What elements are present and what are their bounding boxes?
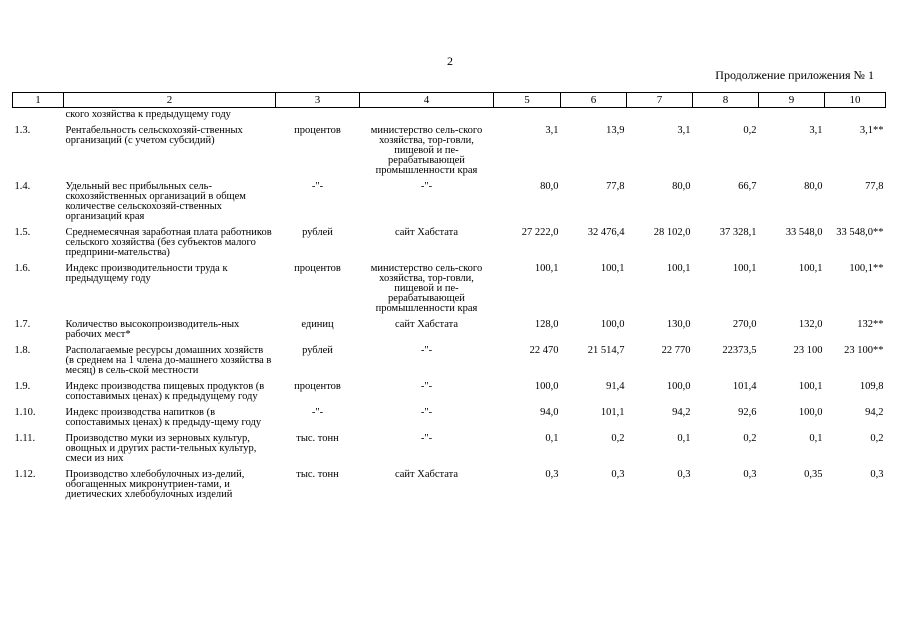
value-col6: 100,1 xyxy=(600,263,625,274)
value-col10: 33 548,0** xyxy=(836,227,884,238)
value-col6: 77,8 xyxy=(606,181,625,192)
value-col10: 0,3 xyxy=(870,469,884,480)
value-col8: 66,7 xyxy=(738,181,757,192)
table-row xyxy=(13,120,886,176)
data-source: -"- xyxy=(420,181,433,192)
row-number: 1.5. xyxy=(14,227,31,238)
indicator-name: Рентабельность сельскохозяй-ственных организаций (с учетом субсидий) xyxy=(65,125,243,146)
unit: -"- xyxy=(311,407,324,418)
value-col5: 0,3 xyxy=(545,469,559,480)
value-col6: 21 514,7 xyxy=(587,345,625,356)
indicator-name: Удельный вес прибыльных сель-скохозяйственных организаций в общем количестве сельскохозяй-ственных организаций края xyxy=(65,181,246,222)
value-col10: 0,2 xyxy=(870,433,884,444)
value-col9: 0,35 xyxy=(804,469,823,480)
value-col10: 3,1** xyxy=(859,125,884,136)
value-col8: 92,6 xyxy=(738,407,757,418)
value-col6: 100,0 xyxy=(600,319,625,330)
page-number: 2 xyxy=(447,54,453,68)
unit: -"- xyxy=(311,181,324,192)
value-col10: 109,8 xyxy=(859,381,884,392)
column-header: 1 xyxy=(13,93,64,108)
value-col8: 101,4 xyxy=(732,381,757,392)
value-col7: 0,1 xyxy=(677,433,691,444)
value-col8: 270,0 xyxy=(732,319,757,330)
value-col7: 100,0 xyxy=(666,381,691,392)
value-col9: 80,0 xyxy=(804,181,823,192)
value-col8: 0,3 xyxy=(743,469,757,480)
unit: рублей xyxy=(302,345,333,356)
value-col7: 80,0 xyxy=(672,181,691,192)
value-col10: 23 100** xyxy=(844,345,884,356)
row-number: 1.6. xyxy=(14,263,31,274)
value-col7: 130,0 xyxy=(666,319,691,330)
column-header: 4 xyxy=(360,93,494,108)
value-col5: 80,0 xyxy=(540,181,559,192)
value-col5: 22 470 xyxy=(529,345,559,356)
data-source: министерство сель-ского хозяйства, тор-говли, пищевой и пе-рерабатывающей промышленности края xyxy=(370,125,483,176)
value-col5: 27 222,0 xyxy=(521,227,559,238)
value-col9: 0,1 xyxy=(809,433,823,444)
indicator-name: Количество высокопроизводитель-ных рабочих мест* xyxy=(65,319,240,340)
table-row xyxy=(13,428,886,464)
row-number: 1.7. xyxy=(14,319,31,330)
value-col6: 0,2 xyxy=(611,433,625,444)
table-row xyxy=(13,376,886,402)
unit: процентов xyxy=(294,263,341,274)
value-col8: 22373,5 xyxy=(722,345,757,356)
row-number: 1.8. xyxy=(14,345,31,356)
value-col10: 132** xyxy=(857,319,884,330)
column-number-row xyxy=(13,93,886,108)
column-header: 9 xyxy=(759,93,825,108)
table-row xyxy=(13,258,886,314)
table-row xyxy=(13,402,886,428)
value-col5: 100,1 xyxy=(534,263,559,274)
value-col6: 0,3 xyxy=(611,469,625,480)
column-header: 3 xyxy=(276,93,360,108)
unit: тыс. тонн xyxy=(296,433,339,444)
value-col6: 32 476,4 xyxy=(587,227,625,238)
value-col9: 100,1 xyxy=(798,263,823,274)
value-col6: 13,9 xyxy=(606,125,625,136)
data-source: -"- xyxy=(420,407,433,418)
value-col5: 100,0 xyxy=(534,381,559,392)
value-col9: 132,0 xyxy=(798,319,823,330)
value-col9: 100,1 xyxy=(798,381,823,392)
indicators-table xyxy=(12,92,886,500)
value-col9: 23 100 xyxy=(793,345,823,356)
value-col8: 0,2 xyxy=(743,433,757,444)
value-col10: 77,8 xyxy=(865,181,884,192)
row-number: 1.4. xyxy=(14,181,31,192)
value-col6: 101,1 xyxy=(600,407,625,418)
table-row xyxy=(13,176,886,222)
value-col7: 28 102,0 xyxy=(653,227,691,238)
unit: рублей xyxy=(302,227,333,238)
data-source: -"- xyxy=(420,433,433,444)
value-col5: 3,1 xyxy=(545,125,559,136)
column-header: 10 xyxy=(825,93,886,108)
unit: процентов xyxy=(294,381,341,392)
unit: процентов xyxy=(294,125,341,136)
value-col7: 3,1 xyxy=(677,125,691,136)
value-col7: 0,3 xyxy=(677,469,691,480)
row-number: 1.9. xyxy=(14,381,31,392)
row-number: 1.11. xyxy=(14,433,36,444)
value-col9: 3,1 xyxy=(809,125,823,136)
indicator-name: Производство муки из зерновых культур, овощных и других расти-тельных культур, смеси из них xyxy=(65,433,257,464)
column-header: 2 xyxy=(64,93,276,108)
unit: единиц xyxy=(301,319,334,330)
indicator-name: Среднемесячная заработная плата работников сельского хозяйства (без субъектов малого предприни-мательства) xyxy=(65,227,272,258)
column-header: 5 xyxy=(494,93,561,108)
value-col7: 94,2 xyxy=(672,407,691,418)
unit: тыс. тонн xyxy=(296,469,339,480)
indicator-name: Индекс производства напитков (в сопоставимых ценах) к предыду-щему году xyxy=(65,407,262,428)
value-col8: 100,1 xyxy=(732,263,757,274)
indicator-name: Располагаемые ресурсы домашних хозяйств (в среднем на 1 члена до-машнего хозяйства в месяц) в сель-ской местности xyxy=(65,345,272,376)
column-header: 6 xyxy=(561,93,627,108)
value-col5: 94,0 xyxy=(540,407,559,418)
column-header: 7 xyxy=(627,93,693,108)
indicator-name: Производство хлебобулочных из-делий, обогащенных микронутриен-тами, и диетических хлебобулочных изделий xyxy=(65,469,245,500)
table-row xyxy=(13,340,886,376)
table-row xyxy=(13,314,886,340)
data-source: министерство сель-ского хозяйства, тор-говли, пищевой и пе-рерабатывающей промышленности края xyxy=(370,263,483,314)
value-col7: 100,1 xyxy=(666,263,691,274)
row-number: 1.12. xyxy=(14,469,36,480)
continuation-label: Продолжение приложения № 1 xyxy=(715,68,874,82)
table-row xyxy=(13,222,886,258)
value-col6: 91,4 xyxy=(606,381,625,392)
row-number: 1.10. xyxy=(14,407,36,418)
data-source: сайт Хабстата xyxy=(394,469,458,480)
value-col5: 0,1 xyxy=(545,433,559,444)
data-source: сайт Хабстата xyxy=(394,319,458,330)
continuation-row xyxy=(13,108,886,121)
continuation-text: ского хозяйства к предыдущему году xyxy=(65,109,231,120)
value-col10: 100,1** xyxy=(849,263,884,274)
data-source: сайт Хабстата xyxy=(394,227,458,238)
indicator-name: Индекс производства пищевых продуктов (в сопоставимых ценах) к предыдущему году xyxy=(65,381,265,402)
value-col7: 22 770 xyxy=(661,345,691,356)
table-row xyxy=(13,464,886,500)
value-col10: 94,2 xyxy=(865,407,884,418)
value-col9: 33 548,0 xyxy=(785,227,823,238)
value-col5: 128,0 xyxy=(534,319,559,330)
row-number: 1.3. xyxy=(14,125,31,136)
data-source: -"- xyxy=(420,345,433,356)
indicator-name: Индекс производительности труда к предыдущему году xyxy=(65,263,228,284)
value-col8: 37 328,1 xyxy=(719,227,757,238)
value-col9: 100,0 xyxy=(798,407,823,418)
column-header: 8 xyxy=(693,93,759,108)
data-source: -"- xyxy=(420,381,433,392)
value-col8: 0,2 xyxy=(743,125,757,136)
